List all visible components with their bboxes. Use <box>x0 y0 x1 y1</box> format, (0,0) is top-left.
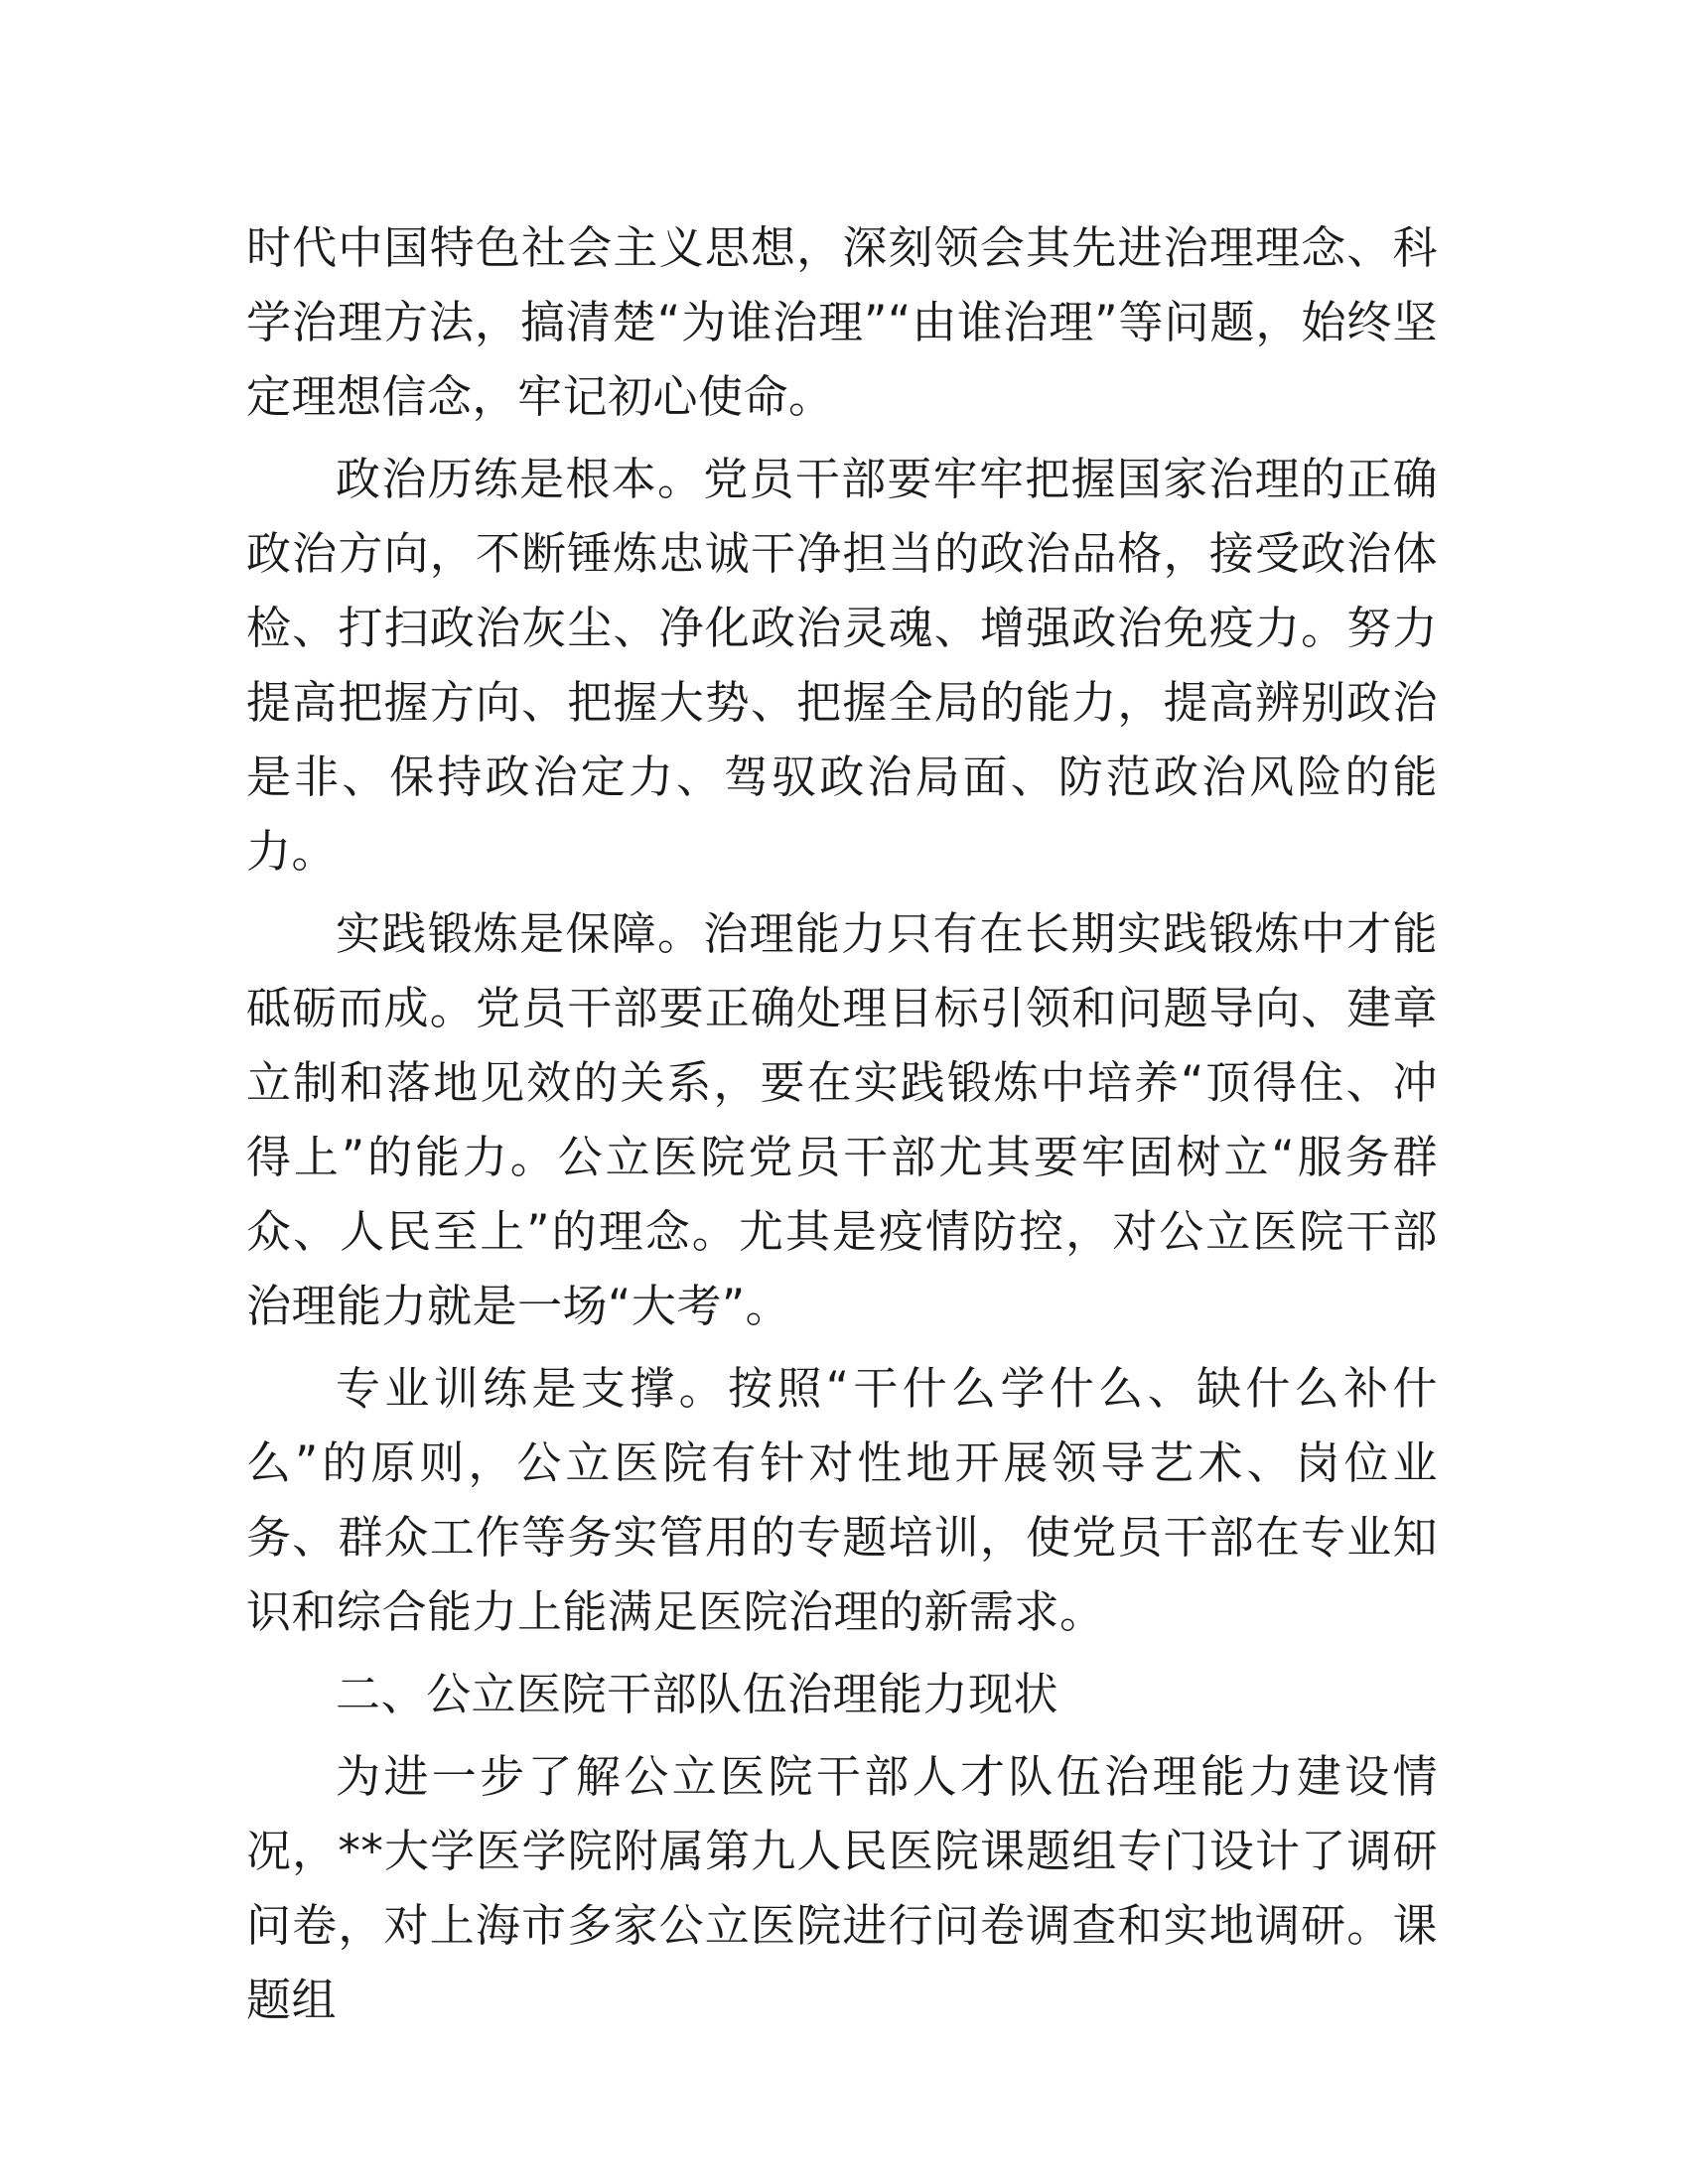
paragraph-survey: 为进一步了解公立医院干部人才队伍治理能力建设情况，**大学医学院附属第九人民医院课题组专门设计了调研问卷，对上海市多家公立医院进行问卷调查和实地调研。课题组 <box>246 1750 1438 2026</box>
paragraph-practice-training: 实践锻炼是保障。治理能力只有在长期实践锻炼中才能砥砺而成。党员干部要正确处理目标引领和问题导向、建章立制和落地见效的关系，要在实践锻炼中培养“顶得住、冲得上”的能力。公立医院党员干部尤其要牢固树立“服务群众、人民至上”的理念。尤其是疫情防控，对公立医院干部治理能力就是一场“大考”。 <box>246 907 1438 1332</box>
paragraph-political-training: 政治历练是根本。党员干部要牢牢把握国家治理的正确政治方向，不断锤炼忠诚干净担当的政治品格，接受政治体检、打扫政治灰尘、净化政治灵魂、增强政治免疫力。努力提高把握方向、把握大势、把握全局的能力，提高辨别政治是非、保持政治定力、驾驭政治局面、防范政治风险的能力。 <box>246 453 1438 878</box>
document-body <box>246 210 1438 2037</box>
paragraph-professional-training: 专业训练是支撑。按照“干什么学什么、缺什么补什么”的原则，公立医院有针对性地开展领导艺术、岗位业务、群众工作等务实管用的专题培训，使党员干部在专业知识和综合能力上能满足医院治理的新需求。 <box>246 1362 1438 1638</box>
section-heading: 二、公立医院干部队伍治理能力现状 <box>336 1668 1059 1720</box>
paragraph-continuation: 时代中国特色社会主义思想，深刻领会其先进治理理念、科学治理方法，搞清楚“为谁治理”“由谁治理”等问题，始终坚定理想信念，牢记初心使命。 <box>246 221 1438 423</box>
